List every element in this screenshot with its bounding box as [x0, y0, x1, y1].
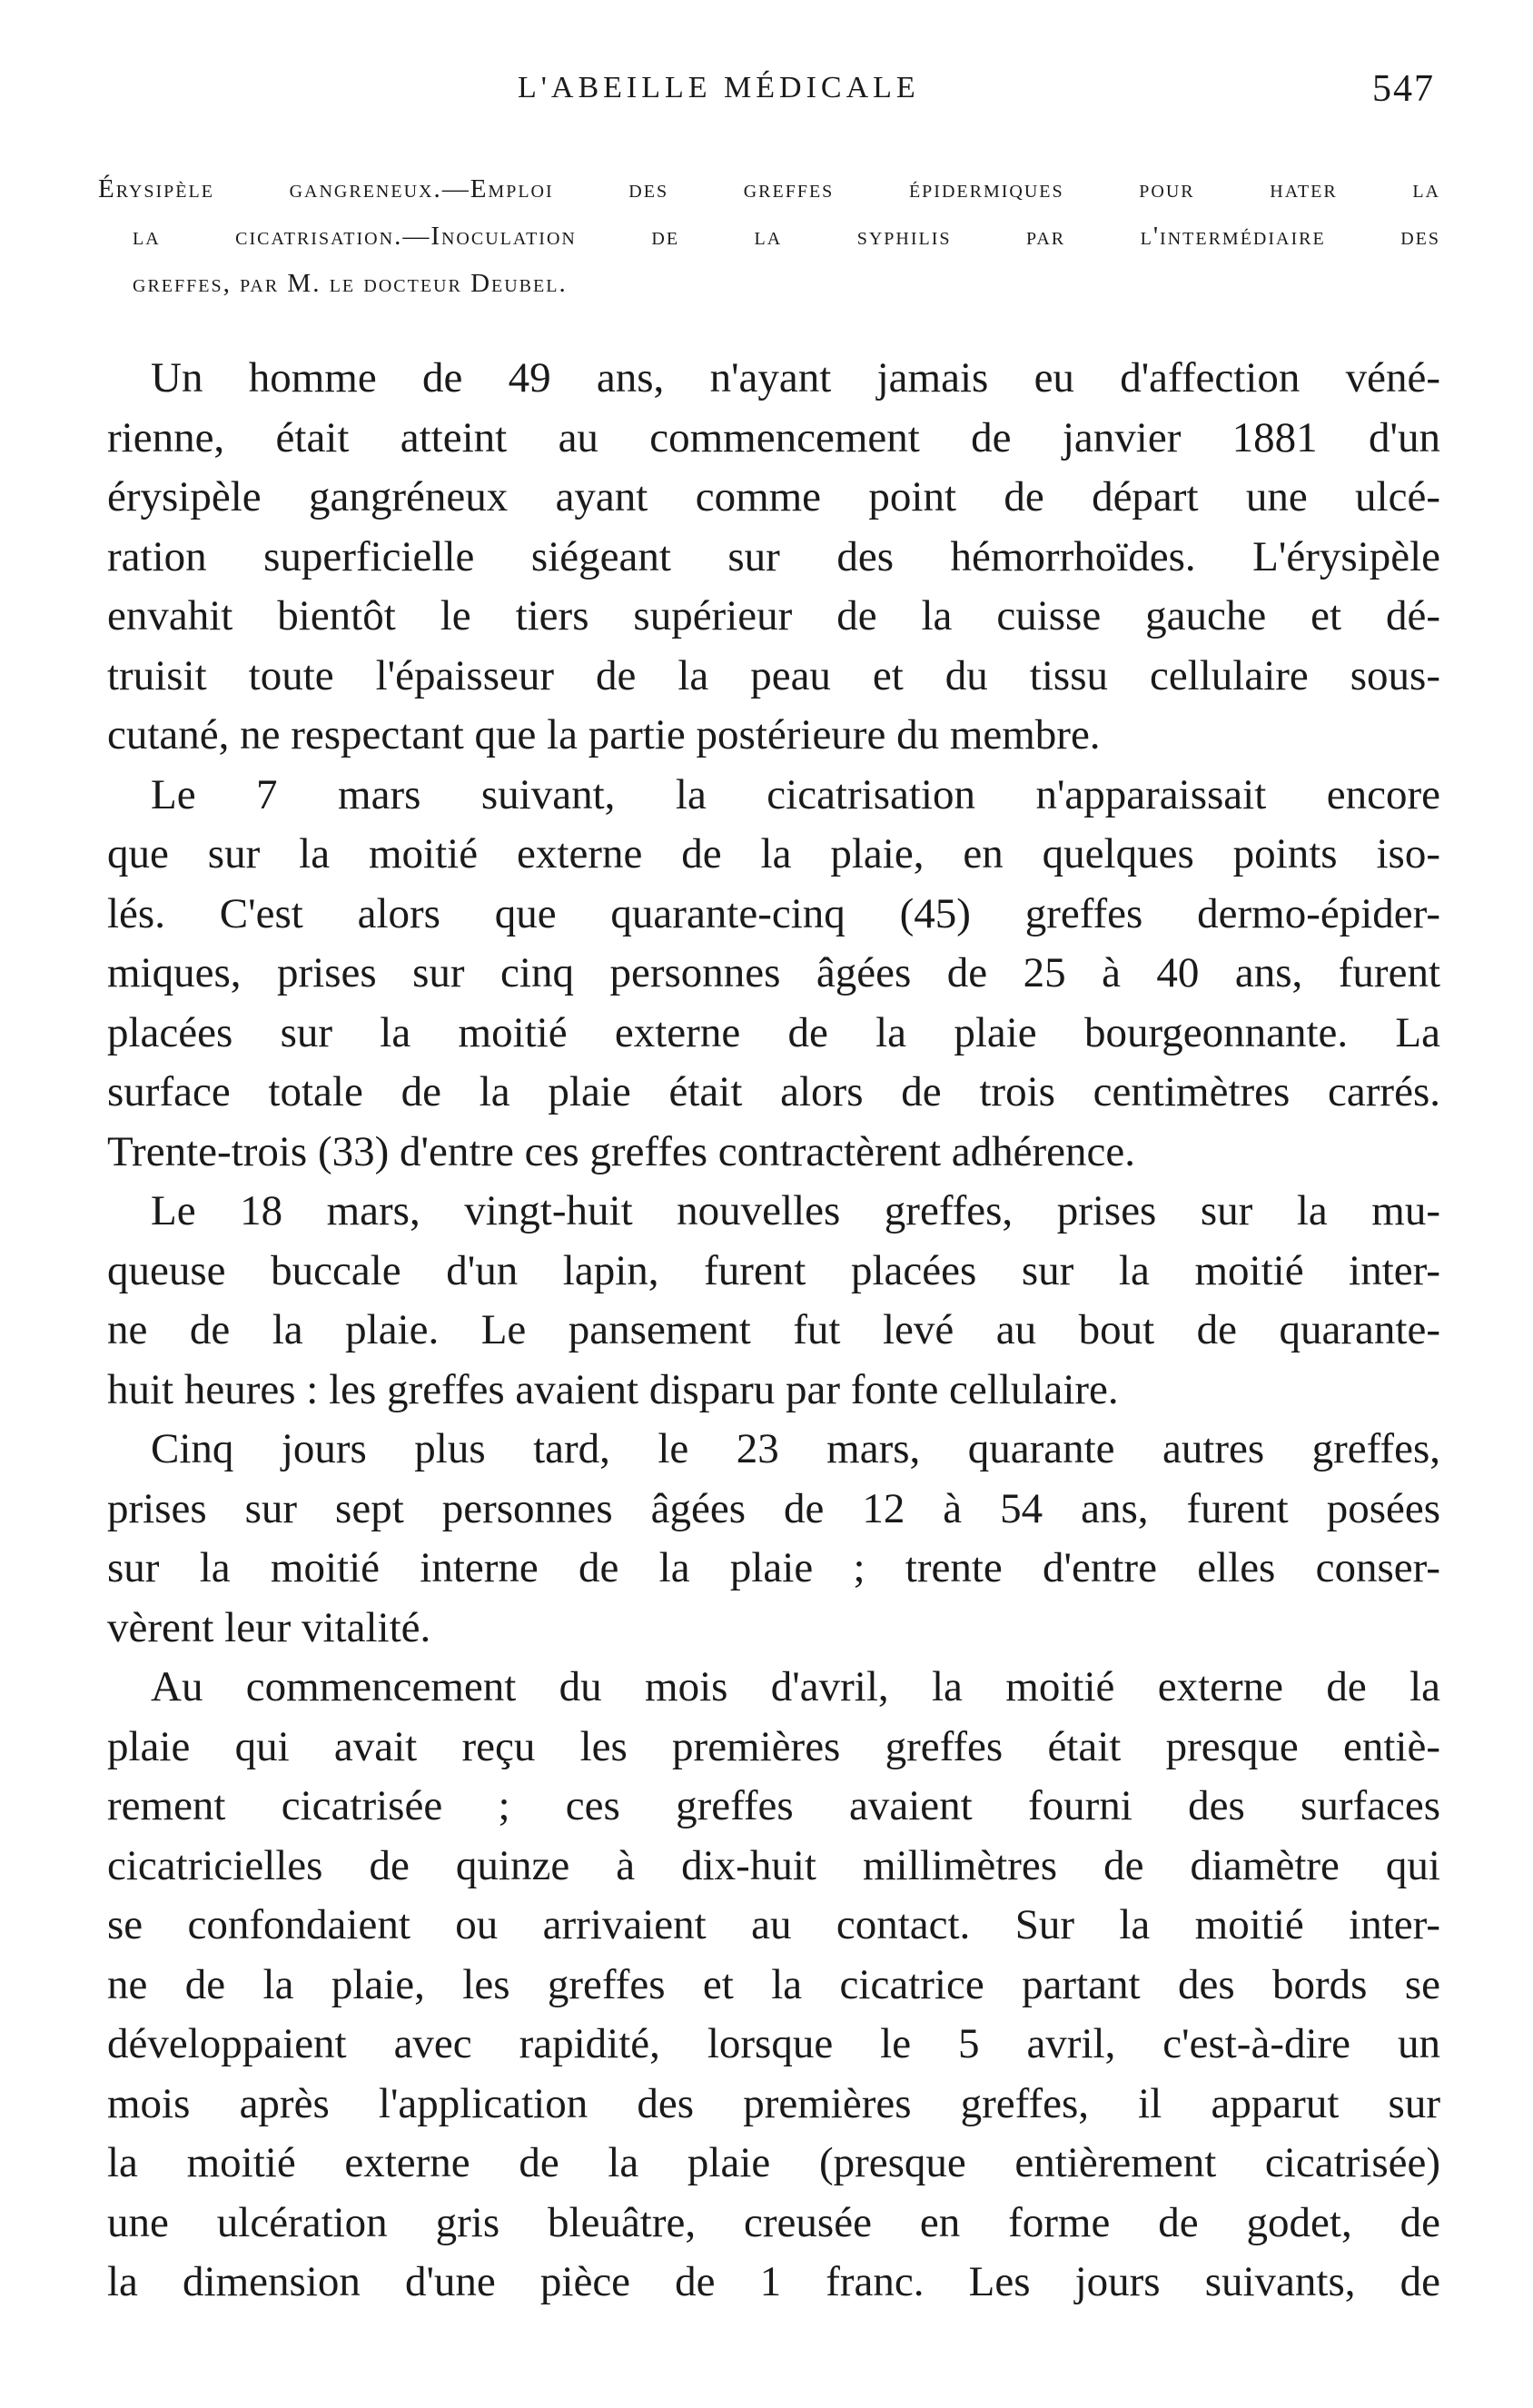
body-line: queuse buccale d'un lapin, furent placées sur la moitié inter-	[107, 1246, 1440, 1294]
body-line: Le 7 mars suivant, la cicatrisation n'apparaissait encore	[151, 770, 1440, 818]
article-title-line: greffes, par M. le docteur Deubel.	[133, 269, 568, 298]
article-title	[98, 165, 1440, 307]
body-line: surface totale de la plaie était alors de trois centimètres carrés.	[107, 1068, 1440, 1115]
body-line: Le 18 mars, vingt-huit nouvelles greffes, prises sur la mu-	[151, 1187, 1440, 1234]
body-line: ne de la plaie, les greffes et la cicatrice partant des bords se	[107, 1960, 1440, 2008]
running-head	[118, 68, 1444, 125]
body-line: Au commencement du mois d'avril, la moitié externe de la	[151, 1663, 1440, 1710]
body-line: se confondaient ou arrivaient au contact. Sur la moitié inter-	[107, 1901, 1440, 1948]
body-line: lés. C'est alors que quarante-cinq (45) greffes dermo-épider-	[107, 889, 1440, 937]
article-body	[107, 349, 1440, 2313]
body-line: rement cicatrisée ; ces greffes avaient fourni des surfaces	[107, 1782, 1440, 1829]
body-line: cicatricielles de quinze à dix-huit millimètres de diamètre qui	[107, 1841, 1440, 1889]
body-line: érysipèle gangréneux ayant comme point de départ une ulcé-	[107, 473, 1440, 520]
body-line: Cinq jours plus tard, le 23 mars, quarante autres greffes,	[151, 1425, 1440, 1472]
body-line: cutané, ne respectant que la partie postérieure du membre.	[107, 711, 1101, 758]
body-line: miques, prises sur cinq personnes âgées de 25 à 40 ans, furent	[107, 949, 1440, 996]
body-line: Trente-trois (33) d'entre ces greffes contractèrent adhérence.	[107, 1127, 1136, 1175]
page-number: 547	[1372, 68, 1435, 110]
article-title-line: la cicatrisation.—Inoculation de la syphilis par l'intermédiaire des	[133, 222, 1440, 251]
body-line: une ulcération gris bleuâtre, creusée en forme de godet, de	[107, 2198, 1440, 2246]
body-line: la moitié externe de la plaie (presque entièrement cicatrisée)	[107, 2139, 1440, 2186]
article-title-line: Érysipèle gangreneux.—Emploi des greffes épidermiques pour hater la	[98, 174, 1440, 203]
body-line: sur la moitié interne de la plaie ; trente d'entre elles conser-	[107, 1544, 1440, 1591]
body-line: ne de la plaie. Le pansement fut levé au bout de quarante-	[107, 1306, 1440, 1353]
body-line: placées sur la moitié externe de la plaie bourgeonnante. La	[107, 1008, 1440, 1056]
body-line: prises sur sept personnes âgées de 12 à 54 ans, furent posées	[107, 1484, 1440, 1532]
body-line: envahit bientôt le tiers supérieur de la cuisse gauche et dé-	[107, 592, 1440, 639]
body-line: développaient avec rapidité, lorsque le 5 avril, c'est-à-dire un	[107, 2020, 1440, 2067]
body-line: ration superficielle siégeant sur des hémorrhoïdes. L'érysipèle	[107, 532, 1440, 580]
running-title: L'ABEILLE MÉDICALE	[518, 71, 920, 104]
body-line: Un homme de 49 ans, n'ayant jamais eu d'affection véné-	[151, 354, 1440, 401]
body-line: que sur la moitié externe de la plaie, en quelques points iso-	[107, 830, 1440, 877]
body-line: la dimension d'une pièce de 1 franc. Les jours suivants, de	[107, 2258, 1440, 2305]
body-line: truisit toute l'épaisseur de la peau et du tissu cellulaire sous-	[107, 651, 1440, 699]
body-line: vèrent leur vitalité.	[107, 1603, 431, 1651]
body-line: rienne, était atteint au commencement de janvier 1881 d'un	[107, 413, 1440, 461]
body-line: plaie qui avait reçu les premières greffes était presque entiè-	[107, 1722, 1440, 1770]
body-line: mois après l'application des premières greffes, il apparut sur	[107, 2079, 1440, 2127]
body-line: huit heures : les greffes avaient disparu par fonte cellulaire.	[107, 1365, 1119, 1413]
